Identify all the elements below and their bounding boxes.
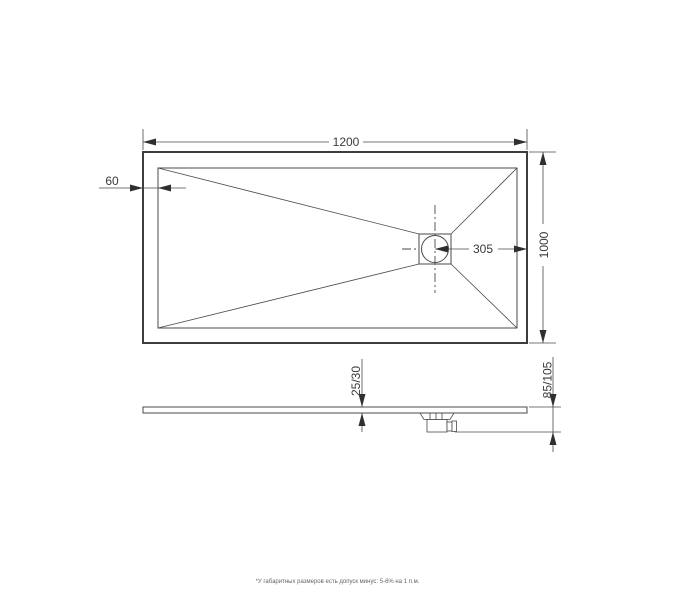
arrow-right-icon	[514, 139, 527, 146]
trap-outlet-cap	[452, 421, 457, 432]
trap-flange	[420, 413, 454, 420]
arrow-up-icon	[540, 152, 547, 165]
dimension-25-30	[349, 359, 366, 432]
dimension-1200	[143, 129, 527, 150]
trap-body	[427, 420, 447, 433]
arrow-left-icon	[143, 139, 156, 146]
dimension-1000	[529, 152, 556, 343]
side-view	[143, 357, 561, 452]
dimension-1000-label: 1000	[537, 231, 551, 259]
dimension-85-105-label: 85/105	[540, 361, 555, 399]
tray-inner-rect	[158, 168, 517, 328]
dimension-305-label: 305	[472, 242, 494, 256]
dimension-1200-label: 1200	[332, 135, 360, 149]
drain-trap	[420, 413, 457, 432]
arrow-up-icon	[550, 432, 557, 445]
trap-outlet	[447, 422, 452, 431]
tolerance-footnote: *У габаритных размеров есть допуск минус: 5-6% на 1 п.м.	[255, 579, 420, 585]
tray-profile	[143, 407, 527, 413]
arrow-up-icon	[359, 413, 366, 426]
dimension-85-105	[455, 357, 561, 452]
dimension-60-label: 60	[105, 174, 119, 188]
arrow-right-icon	[130, 185, 143, 192]
dimension-25-30-label: 25/30	[349, 365, 363, 397]
top-view	[99, 129, 556, 343]
arrow-down-icon	[540, 330, 547, 343]
